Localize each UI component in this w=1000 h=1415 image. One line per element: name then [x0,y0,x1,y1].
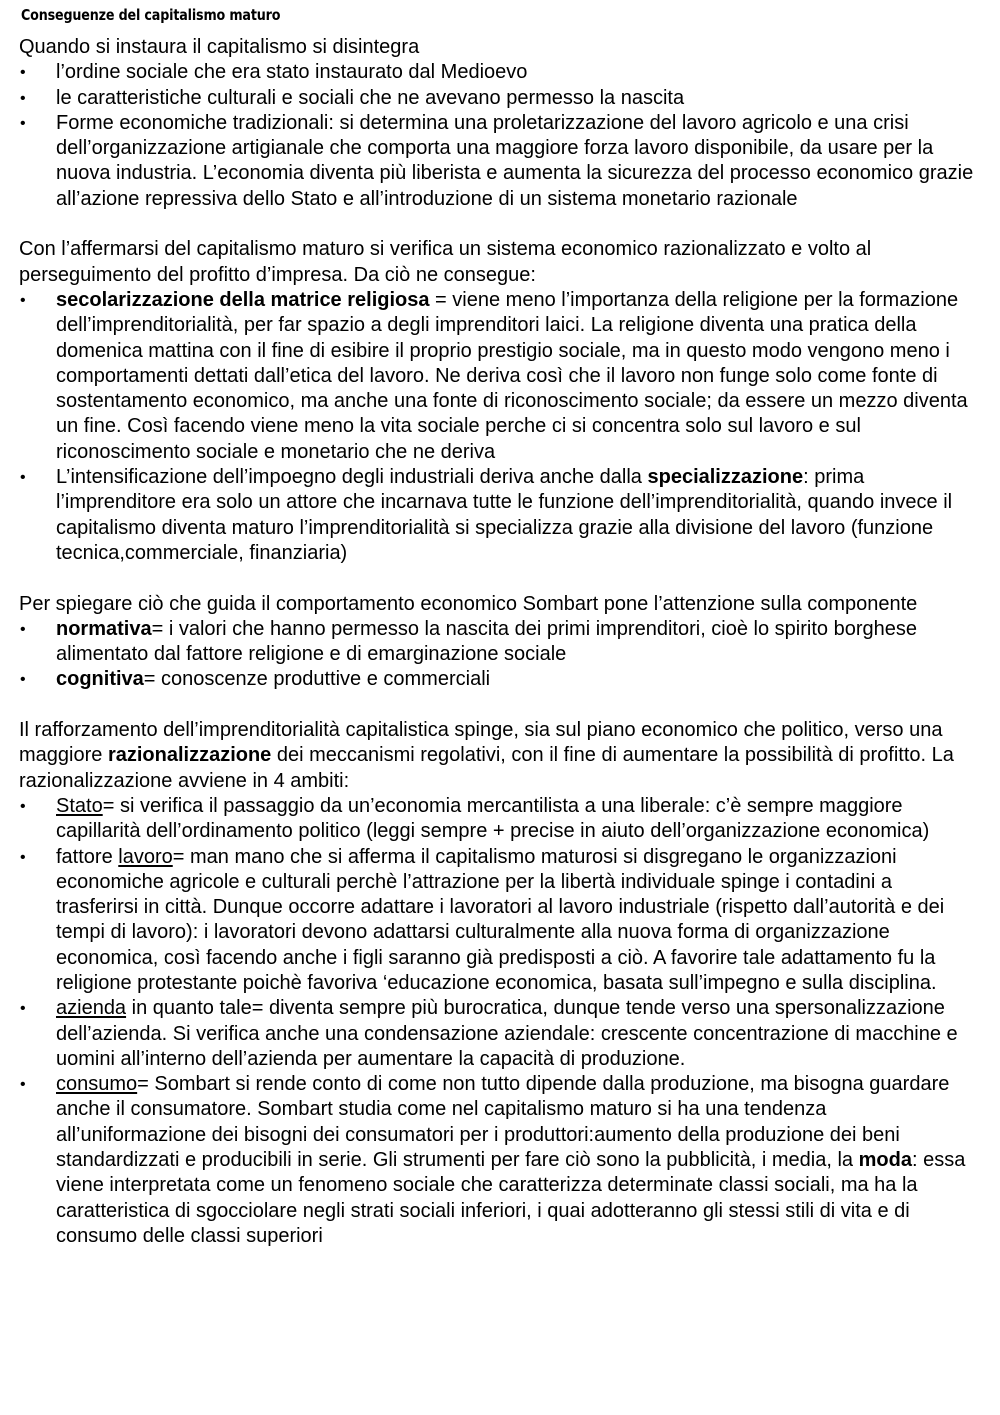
term-specializzazione: specializzazione [647,466,804,489]
list-item: • Forme economiche tradizionali: si determina una proletarizzazione del lavoro agricolo e una crisi dell’organizzazione artigianale che comporta una maggiore forza lavoro disponibile, da usare per la nuova industria. L’economia diventa più liberista e aumenta la sicurezza del processo economico grazie all’azione repressiva dello Stato e all’introduzione di un sistema monetario razionale [20,111,974,210]
term-secolarizzazione: secolarizzazione della matrice religiosa [56,288,430,311]
term-moda: moda [858,1149,912,1172]
list-item: • l’ordine sociale che era stato instaurato dal Medioevo [19,60,979,85]
document-body [19,35,979,1249]
bullet-icon: • [20,89,26,107]
bullet-icon: • [20,671,26,689]
list-item: • fattore lavoro= man mano che si afferma il capitalismo maturosi si disgregano le organizzazioni economiche agricole e culturali perchè l’attrazione per la libertà individuale spinge i contadini a trasferirsi in città. Dunque occorre adattare i lavoratori al lavoro industriale (rispetto dall’autorità e dei tempi di lavoro): i lavoratori devono adattarsi culturalmente alla nuova forma di organizzazione economica, così facendo anche i figli saranno già predisposti a ciò. A favorire tale adattamento fu la religione protestante poichè favoriva ‘educazione economica, basata sull’impegno e sulla disciplina. [20,845,945,994]
section4-list [19,794,979,1249]
bullet-icon: • [20,1000,26,1018]
section4-intro: Il rafforzamento dell’imprenditorialità capitalistica spinge, sia sul piano economico che politico, verso una maggiore razionalizzazione dei meccanismi regolativi, con il fine di aumentare la possibilità di profitto. La razionalizzazione avviene in 4 ambiti: [19,719,954,792]
list-item: • cognitiva= conoscenze produttive e commerciali [19,667,979,692]
bullet-icon: • [20,114,26,132]
term-razionalizzazione: razionalizzazione [107,744,272,767]
section3-list [19,617,979,693]
bullet-icon: • [20,620,26,638]
section1-list [19,60,979,212]
bullet-icon: • [20,848,26,866]
page-title: Conseguenze del capitalismo maturo [21,6,281,24]
list-item: • Stato= si verifica il passaggio da un’economia mercantilista a una liberale: c’è sempre maggiore capillarità dell’ordinamento politico (leggi sempre + precise in aiuto dell’organizzazione economica) [20,794,930,843]
term-consumo: consumo [56,1073,138,1096]
term-cognitiva: cognitiva [56,668,144,691]
term-normativa: normativa [56,617,152,640]
list-item: • normativa= i valori che hanno permesso la nascita dei primi imprenditori, cioè lo spirito borghese alimentato dal fattore religione e di emarginazione sociale [20,617,917,666]
list-item: • azienda in quanto tale= diventa sempre più burocratica, dunque tende verso una spersonalizzazione dell’azienda. Si verifica anche una condensazione aziendale: crescente concentrazione di macchine e uomini all’interno dell’azienda per aumentare la capacità di produzione. [20,997,958,1070]
bullet-icon: • [20,469,26,487]
bullet-icon: • [20,1076,26,1094]
bullet-icon: • [20,291,26,309]
list-item: • consumo= Sombart si rende conto di come non tutto dipende dalla produzione, ma bisogna guardare anche il consumatore. Sombart studia come nel capitalismo maturo si ha una tendenza all’uniformazione dei bisogni dei consumatori per i produttori:aumento della produzione dei beni standardizzati e producibili in serie. Gli strumenti per fare ciò sono la pubblicità, i media, la moda: essa viene interpretata come un fenomeno sociale che caratterizza determinate classi sociali, ma ha la caratteristica di sgocciolare negli strati sociali inferiori, i quai adotteranno gli stessi stili di vita e di consumo delle classi superiori [20,1073,966,1247]
list-item: • secolarizzazione della matrice religiosa = viene meno l’importanza della religione per la formazione dell’imprenditorialità, per far spazio a degli imprenditori laici. La religione diventa una pratica della domenica mattina con il fine di esibire il proprio prestigio sociale, ma in questo modo vengono meno i comportamenti dettati dall’etica del lavoro. Ne deriva così che il lavoro non funge solo come fonte di sostentamento economico, ma anche una fonte di riconoscimento sociale; da essere un mezzo diventa un fine. Così facendo viene meno la vita sociale perche ci si concentra solo sul lavoro e sul riconoscimento sociale e monetario che ne deriva [20,288,968,463]
section1-intro: Quando si instaura il capitalismo si disintegra [19,36,420,58]
section2-list [19,288,979,566]
bullet-icon: • [20,797,26,815]
list-item: • le caratteristiche culturali e sociali che ne avevano permesso la nascita [19,86,979,111]
term-lavoro: lavoro [118,845,173,868]
section2-intro: Con l’affermarsi del capitalismo maturo si verifica un sistema economico razionalizzato e volto al perseguimento del profitto d’impresa. Da ciò ne consegue: [19,238,872,286]
bullet-icon: • [20,64,26,82]
term-azienda: azienda [56,997,127,1020]
term-stato: Stato [56,794,103,817]
section3-intro: Per spiegare ciò che guida il comportamento economico Sombart pone l’attenzione sulla componente [19,592,918,615]
list-item: • L’intensificazione dell’impoegno degli industriali deriva anche dalla specializzazione: prima l’imprenditore era solo un attore che incarnava tutte le funzione dell’imprenditorialità, quando invece il capitalismo diventa maturo l’imprenditorialità si specializza grazie alla divisione del lavoro (funzione tecnica,commerciale, finanziaria) [20,466,953,564]
